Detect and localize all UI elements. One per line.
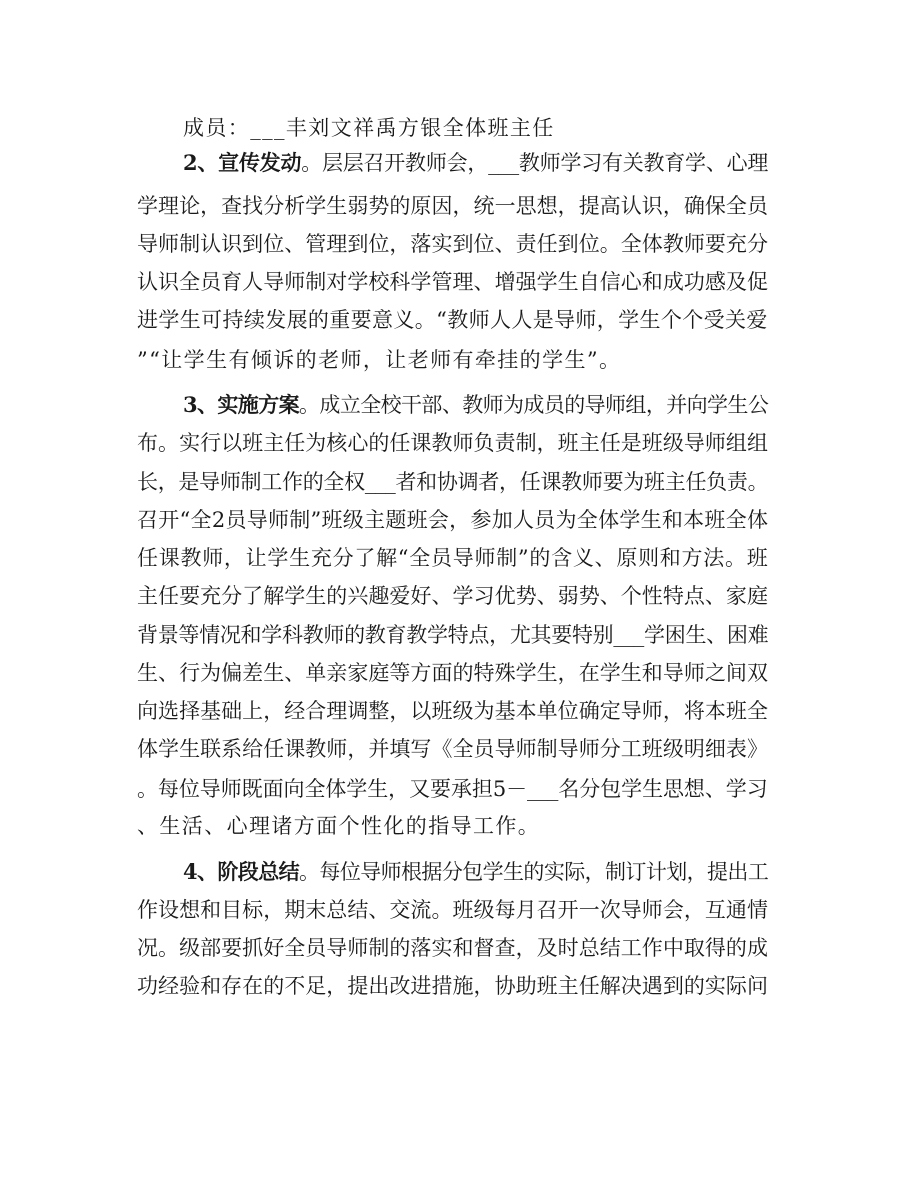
- text-segment: 功经验和存在的不足，提出改进措施，协助班主任解决遇到的实际问: [137, 974, 768, 998]
- text-segment: 。层层召开教师会，___教师学习有关教育学、心理: [301, 151, 769, 175]
- text-segment: 任课教师，让学生充分了解“全员导师制”的含义、原则和方法。班: [137, 546, 769, 570]
- text-segment: ”“让学生有倾诉的老师，让老师有牵挂的学生”。: [137, 348, 622, 372]
- text-line: [137, 734, 768, 764]
- text-line: [137, 345, 621, 375]
- text-segment: 况。级部要抓好全员导师制的落实和督查，及时总结工作中取得的成: [137, 936, 768, 960]
- text-line: [137, 658, 768, 688]
- text-line: [137, 811, 540, 841]
- section-heading: 3、实施方案: [183, 392, 300, 417]
- text-segment: 生、行为偏差生、单亲家庭等方面的特殊学生，在学生和导师之间双: [137, 661, 768, 685]
- text-line: [137, 428, 768, 458]
- text-line: [183, 390, 768, 420]
- text-segment: 向选择基础上，经合理调整，以班级为基本单位确定导师，将本班全: [137, 699, 768, 723]
- text-segment: 、生活、心理诸方面个性化的指导工作。: [137, 814, 541, 838]
- text-segment: 。成立全校干部、教师为成员的导师组，并向学生公: [299, 393, 769, 417]
- text-line: [137, 933, 768, 963]
- text-line: [137, 696, 768, 726]
- text-segment: 体学生联系给任课教师，并填写《全员导师制导师分工班级明细表》: [137, 737, 768, 761]
- text-line: [137, 267, 768, 297]
- text-line: [137, 543, 768, 573]
- text-segment: 布。实行以班主任为核心的任课教师负责制，班主任是班级导师组组: [137, 431, 768, 455]
- text-line: [137, 971, 768, 1001]
- text-line: [183, 857, 768, 887]
- text-segment: 。每位导师既面向全体学生，又要承担5－___名分包学生思想、学习: [137, 777, 768, 801]
- text-segment: 主任要充分了解学生的兴趣爱好、学习优势、弱势、个性特点、家庭: [137, 584, 768, 608]
- text-segment: 进学生可持续发展的重要意义。“教师人人是导师，学生个个受关爱: [137, 308, 768, 332]
- section-heading: 4、阶段总结: [183, 859, 300, 884]
- text-line: [183, 148, 768, 178]
- text-line: [137, 467, 768, 497]
- text-line: [137, 895, 768, 925]
- section-heading: 2、宣传发动: [183, 150, 302, 175]
- text-line: [137, 191, 768, 221]
- text-segment: 。每位导师根据分包学生的实际，制订计划，提出工: [299, 860, 769, 884]
- text-line: [137, 620, 768, 650]
- text-segment: 作设想和目标，期末总结、交流。班级每月召开一次导师会，互通情: [137, 898, 768, 922]
- text-segment: 背景等情况和学科教师的教育教学特点，尤其要特别___学困生、困难: [137, 623, 769, 647]
- text-line: [137, 505, 768, 535]
- text-line: [137, 581, 768, 611]
- text-line: [137, 229, 768, 259]
- text-segment: 导师制认识到位、管理到位，落实到位、责任到位。全体教师要充分: [137, 232, 768, 256]
- text-line: [137, 774, 768, 804]
- text-segment: 成员：___丰刘文祥禹方银全体班主任: [183, 116, 555, 140]
- text-segment: 学理论，查找分析学生弱势的原因，统一思想，提高认识，确保全员: [137, 194, 768, 218]
- text-line: [183, 113, 555, 143]
- text-segment: 认识全员育人导师制对学校科学管理、增强学生自信心和成功感及促: [137, 270, 768, 294]
- text-line: [137, 305, 768, 335]
- text-segment: 长，是导师制工作的全权___者和协调者，任课教师要为班主任负责。: [137, 470, 769, 494]
- text-segment: 召开“全2员导师制”班级主题班会，参加人员为全体学生和本班全体: [137, 508, 769, 532]
